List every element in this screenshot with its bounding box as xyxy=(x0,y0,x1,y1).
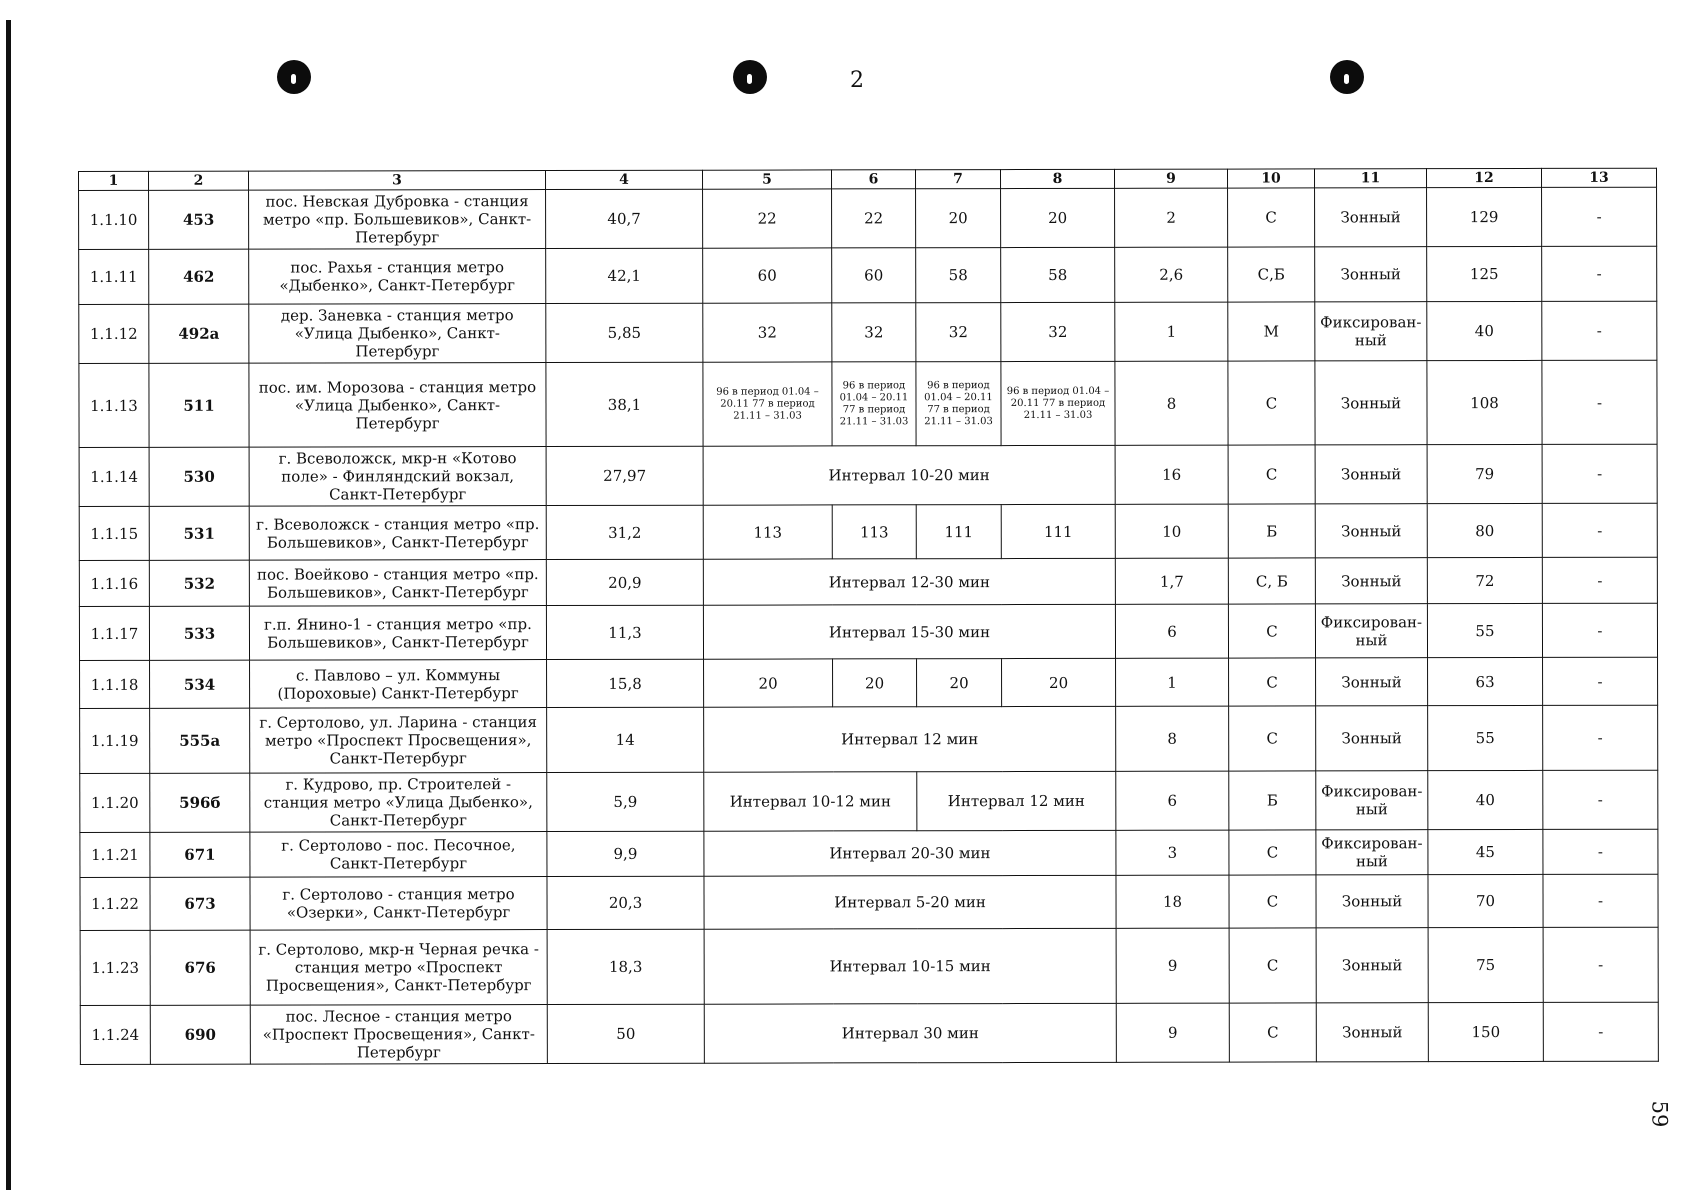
cell-col-13: - xyxy=(1542,503,1657,557)
cell-col-11: Фиксирован-ный xyxy=(1315,302,1427,361)
cell-route-path: пос. Рахья - станция метро «Дыбенко», Санкт-Петербург xyxy=(249,249,546,305)
cell-col-13: - xyxy=(1542,603,1657,657)
cell-col-10: С xyxy=(1228,445,1315,504)
cell-interval: Интервал 30 мин xyxy=(704,1003,1116,1063)
cell-length: 11,3 xyxy=(546,605,703,659)
cell-col-6: 60 xyxy=(832,248,916,303)
cell-col-11: Зонный xyxy=(1315,504,1427,558)
table-row xyxy=(80,770,1658,832)
table-row xyxy=(80,829,1658,877)
header-col-12: 12 xyxy=(1426,168,1541,187)
cell-item-id: 1.1.19 xyxy=(80,708,150,773)
cell-interval: Интервал 10-12 мин xyxy=(704,772,917,831)
header-col-13: 13 xyxy=(1541,168,1656,187)
cell-item-id: 1.1.12 xyxy=(79,304,149,363)
cell-col-13: - xyxy=(1543,705,1658,770)
cell-length: 38,1 xyxy=(546,362,703,446)
cell-col-9: 2 xyxy=(1115,188,1228,247)
cell-route-path: пос. им. Морозова - станция метро «Улица Дыбенко», Санкт-Петербург xyxy=(249,363,546,448)
cell-item-id: 1.1.17 xyxy=(79,606,149,660)
cell-item-id: 1.1.24 xyxy=(80,1005,150,1064)
cell-length: 5,9 xyxy=(547,772,704,831)
cell-item-id: 1.1.21 xyxy=(80,832,150,877)
cell-route-path: с. Павлово – ул. Коммуны (Пороховые) Санкт-Петербург xyxy=(250,660,547,709)
punch-hole-left xyxy=(277,60,311,94)
cell-item-id: 1.1.15 xyxy=(79,506,149,560)
cell-item-id: 1.1.18 xyxy=(80,660,150,708)
header-col-11: 11 xyxy=(1314,169,1426,188)
cell-col-9: 2,6 xyxy=(1115,247,1228,302)
header-col-10: 10 xyxy=(1227,169,1314,188)
cell-col-12: 40 xyxy=(1427,301,1542,360)
cell-route-number: 453 xyxy=(149,190,249,249)
cell-route-number: 676 xyxy=(150,930,250,1005)
cell-length: 50 xyxy=(547,1004,704,1063)
table-row xyxy=(79,360,1657,447)
cell-route-number: 673 xyxy=(150,877,250,930)
cell-col-9: 6 xyxy=(1115,604,1228,658)
cell-length: 31,2 xyxy=(546,505,703,559)
cell-col-12: 63 xyxy=(1428,657,1543,705)
cell-col-6: 32 xyxy=(832,303,916,362)
header-col-2: 2 xyxy=(149,171,249,190)
cell-col-12: 108 xyxy=(1427,360,1542,444)
cell-col-13: - xyxy=(1542,246,1657,301)
cell-col-9: 9 xyxy=(1116,1003,1229,1062)
cell-col-13: - xyxy=(1542,187,1657,246)
cell-col-7: 96 в период 01.04 – 20.11 77 в период 21.11 – 31.03 xyxy=(916,362,1001,446)
cell-col-11: Зонный xyxy=(1316,1003,1428,1062)
cell-item-id: 1.1.13 xyxy=(79,363,149,447)
cell-interval: Интервал 12 мин xyxy=(917,771,1116,830)
cell-route-path: пос. Лесное - станция метро «Проспект Просвещения», Санкт-Петербург xyxy=(250,1005,547,1065)
table-row xyxy=(79,444,1657,506)
cell-route-path: г. Сертолово, мкр-н Черная речка - станция метро «Проспект Просвещения», Санкт-Петербург xyxy=(250,930,547,1006)
cell-route-path: пос. Воейково - станция метро «пр. Большевиков», Санкт-Петербург xyxy=(249,560,546,607)
cell-col-7: 20 xyxy=(917,659,1002,707)
cell-route-path: г. Всеволожск, мкр-н «Котово поле» - Финляндский вокзал, Санкт-Петербург xyxy=(249,447,546,507)
cell-col-10: М xyxy=(1228,302,1315,361)
header-col-5: 5 xyxy=(702,170,831,189)
cell-col-10: С xyxy=(1228,188,1315,247)
table-row xyxy=(80,1002,1658,1064)
cell-length: 27,97 xyxy=(546,446,703,505)
cell-col-5: 113 xyxy=(703,505,832,559)
cell-col-5: 20 xyxy=(704,659,833,707)
cell-col-9: 1,7 xyxy=(1115,558,1228,604)
cell-col-12: 129 xyxy=(1427,187,1542,246)
route-table xyxy=(78,168,1659,1065)
cell-col-5: 32 xyxy=(703,303,832,362)
cell-col-6: 20 xyxy=(833,659,917,707)
cell-route-path: пос. Невская Дубровка - станция метро «пр. Большевиков», Санкт-Петербург xyxy=(249,190,546,250)
cell-col-12: 150 xyxy=(1428,1002,1543,1061)
cell-route-path: г.п. Янино-1 - станция метро «пр. Большевиков», Санкт-Петербург xyxy=(249,606,546,661)
cell-col-10: С xyxy=(1229,706,1316,771)
cell-route-number: 555а xyxy=(150,708,250,773)
cell-col-11: Фиксирован-ный xyxy=(1316,830,1428,875)
cell-col-11: Зонный xyxy=(1316,928,1428,1003)
cell-item-id: 1.1.23 xyxy=(80,930,150,1005)
header-col-6: 6 xyxy=(831,170,915,189)
cell-col-9: 16 xyxy=(1115,445,1228,504)
cell-col-9: 10 xyxy=(1115,504,1228,558)
table-row xyxy=(80,927,1658,1005)
table-row xyxy=(80,657,1658,708)
cell-col-8: 96 в период 01.04 – 20.11 77 в период 21.11 – 31.03 xyxy=(1001,361,1115,445)
cell-col-6: 113 xyxy=(832,505,916,559)
cell-col-10: Б xyxy=(1228,504,1315,558)
cell-interval: Интервал 20-30 мин xyxy=(704,830,1116,876)
cell-col-5: 22 xyxy=(703,189,832,248)
cell-col-13: - xyxy=(1542,301,1657,360)
cell-col-13: - xyxy=(1543,770,1658,829)
cell-col-11: Зонный xyxy=(1316,875,1428,928)
table-row xyxy=(79,557,1657,606)
cell-length: 14 xyxy=(547,707,704,772)
margin-handwritten-note: 59 xyxy=(1647,1100,1672,1128)
cell-length: 42,1 xyxy=(546,248,703,303)
cell-item-id: 1.1.20 xyxy=(80,773,150,832)
cell-route-number: 511 xyxy=(149,363,249,447)
cell-col-11: Зонный xyxy=(1315,361,1427,445)
table-row xyxy=(80,705,1658,773)
table-row xyxy=(79,187,1657,249)
cell-col-10: С xyxy=(1228,361,1315,445)
cell-col-7: 32 xyxy=(916,303,1001,362)
cell-col-8: 20 xyxy=(1001,188,1115,247)
cell-route-number: 533 xyxy=(149,606,249,660)
cell-length: 5,85 xyxy=(546,303,703,362)
cell-col-7: 58 xyxy=(916,248,1001,303)
cell-col-12: 40 xyxy=(1428,770,1543,829)
cell-col-11: Зонный xyxy=(1316,706,1428,771)
cell-length: 20,9 xyxy=(546,559,703,605)
cell-interval: Интервал 5-20 мин xyxy=(704,875,1116,929)
cell-col-13: - xyxy=(1543,657,1658,705)
punch-hole-center xyxy=(733,60,767,94)
cell-col-8: 20 xyxy=(1002,658,1116,706)
cell-col-11: Зонный xyxy=(1315,188,1427,247)
cell-col-12: 75 xyxy=(1428,927,1543,1002)
cell-col-12: 72 xyxy=(1427,557,1542,603)
header-col-4: 4 xyxy=(546,170,703,189)
cell-interval: Интервал 12 мин xyxy=(704,706,1116,772)
cell-length: 40,7 xyxy=(546,189,703,248)
cell-col-10: С, Б xyxy=(1228,558,1315,604)
cell-route-path: г. Сертолово - станция метро «Озерки», Санкт-Петербург xyxy=(250,877,547,931)
cell-col-13: - xyxy=(1543,1002,1658,1061)
cell-col-10: С xyxy=(1229,875,1316,928)
cell-col-12: 55 xyxy=(1427,603,1542,657)
cell-col-13: - xyxy=(1543,829,1658,874)
cell-col-9: 8 xyxy=(1116,706,1229,771)
cell-col-10: С,Б xyxy=(1228,247,1315,302)
cell-col-11: Фиксирован-ный xyxy=(1316,771,1428,830)
cell-col-13: - xyxy=(1542,557,1657,603)
cell-item-id: 1.1.10 xyxy=(79,190,149,249)
header-col-1: 1 xyxy=(79,171,149,190)
table-row xyxy=(79,603,1657,660)
cell-col-13: - xyxy=(1543,927,1658,1002)
table-row xyxy=(80,874,1658,930)
cell-length: 15,8 xyxy=(547,659,704,707)
cell-col-12: 79 xyxy=(1427,444,1542,503)
table-row xyxy=(79,301,1657,363)
table-row xyxy=(79,246,1657,304)
cell-col-6: 22 xyxy=(832,189,916,248)
cell-length: 20,3 xyxy=(547,876,704,929)
cell-col-13: - xyxy=(1542,444,1657,503)
page-number: 2 xyxy=(850,68,864,93)
cell-route-number: 462 xyxy=(149,249,249,304)
cell-col-9: 3 xyxy=(1116,830,1229,875)
cell-col-11: Зонный xyxy=(1315,247,1427,302)
cell-col-5: 60 xyxy=(703,248,832,303)
cell-item-id: 1.1.11 xyxy=(79,249,149,304)
header-col-9: 9 xyxy=(1114,169,1227,188)
scan-edge-bar xyxy=(6,20,11,1190)
cell-length: 18,3 xyxy=(547,929,704,1004)
cell-col-10: С xyxy=(1229,928,1316,1003)
header-col-7: 7 xyxy=(915,170,1000,189)
punch-hole-right xyxy=(1330,60,1364,94)
cell-col-11: Зонный xyxy=(1315,445,1427,504)
cell-col-12: 125 xyxy=(1427,246,1542,301)
cell-col-9: 9 xyxy=(1116,928,1229,1003)
cell-route-number: 532 xyxy=(149,560,249,606)
cell-item-id: 1.1.22 xyxy=(80,877,150,930)
cell-col-10: С xyxy=(1229,1003,1316,1062)
cell-col-8: 32 xyxy=(1001,302,1115,361)
cell-route-path: г. Сертолово, ул. Ларина - станция метро «Проспект Просвещения», Санкт-Петербург xyxy=(250,708,547,774)
cell-col-12: 80 xyxy=(1427,503,1542,557)
cell-col-12: 45 xyxy=(1428,829,1543,874)
cell-route-number: 690 xyxy=(150,1005,250,1064)
cell-col-9: 6 xyxy=(1116,771,1229,830)
cell-col-13: - xyxy=(1542,360,1657,444)
cell-col-8: 58 xyxy=(1001,247,1115,302)
header-col-3: 3 xyxy=(249,171,546,191)
cell-col-13: - xyxy=(1543,874,1658,927)
cell-col-5: 96 в период 01.04 – 20.11 77 в период 21.11 – 31.03 xyxy=(703,362,832,446)
cell-col-7: 111 xyxy=(916,505,1001,559)
cell-col-11: Фиксирован-ный xyxy=(1315,604,1427,658)
cell-interval: Интервал 10-15 мин xyxy=(704,928,1116,1004)
cell-col-7: 20 xyxy=(916,189,1001,248)
cell-route-number: 531 xyxy=(149,506,249,560)
cell-col-8: 111 xyxy=(1001,504,1115,558)
cell-col-9: 18 xyxy=(1116,875,1229,928)
cell-col-11: Зонный xyxy=(1315,558,1427,604)
cell-length: 9,9 xyxy=(547,831,704,876)
cell-col-10: С xyxy=(1229,658,1316,706)
cell-interval: Интервал 12-30 мин xyxy=(703,558,1115,605)
cell-col-6: 96 в период 01.04 – 20.11 77 в период 21.11 – 31.03 xyxy=(832,362,916,446)
cell-col-11: Зонный xyxy=(1316,658,1428,706)
table-row xyxy=(79,503,1657,560)
cell-interval: Интервал 10-20 мин xyxy=(703,445,1115,505)
cell-route-path: г. Кудрово, пр. Строителей - станция метро «Улица Дыбенко», Санкт-Петербург xyxy=(250,773,547,833)
cell-col-10: С xyxy=(1229,830,1316,875)
cell-col-12: 70 xyxy=(1428,874,1543,927)
cell-route-number: 596б xyxy=(150,773,250,832)
cell-route-path: г. Сертолово - пос. Песочное, Санкт-Петербург xyxy=(250,832,547,878)
cell-route-path: дер. Заневка - станция метро «Улица Дыбенко», Санкт-Петербург xyxy=(249,304,546,364)
cell-col-9: 1 xyxy=(1116,658,1229,706)
cell-route-number: 492а xyxy=(149,304,249,363)
header-col-8: 8 xyxy=(1000,169,1114,188)
cell-item-id: 1.1.14 xyxy=(79,447,149,506)
cell-col-9: 1 xyxy=(1115,302,1228,361)
cell-route-number: 671 xyxy=(150,832,250,877)
cell-route-path: г. Всеволожск - станция метро «пр. Большевиков», Санкт-Петербург xyxy=(249,506,546,561)
cell-interval: Интервал 15-30 мин xyxy=(703,604,1115,659)
cell-col-12: 55 xyxy=(1428,705,1543,770)
cell-route-number: 530 xyxy=(149,447,249,506)
cell-col-10: С xyxy=(1228,604,1315,658)
cell-col-9: 8 xyxy=(1115,361,1228,445)
cell-item-id: 1.1.16 xyxy=(79,560,149,606)
cell-col-10: Б xyxy=(1229,771,1316,830)
cell-route-number: 534 xyxy=(150,660,250,708)
